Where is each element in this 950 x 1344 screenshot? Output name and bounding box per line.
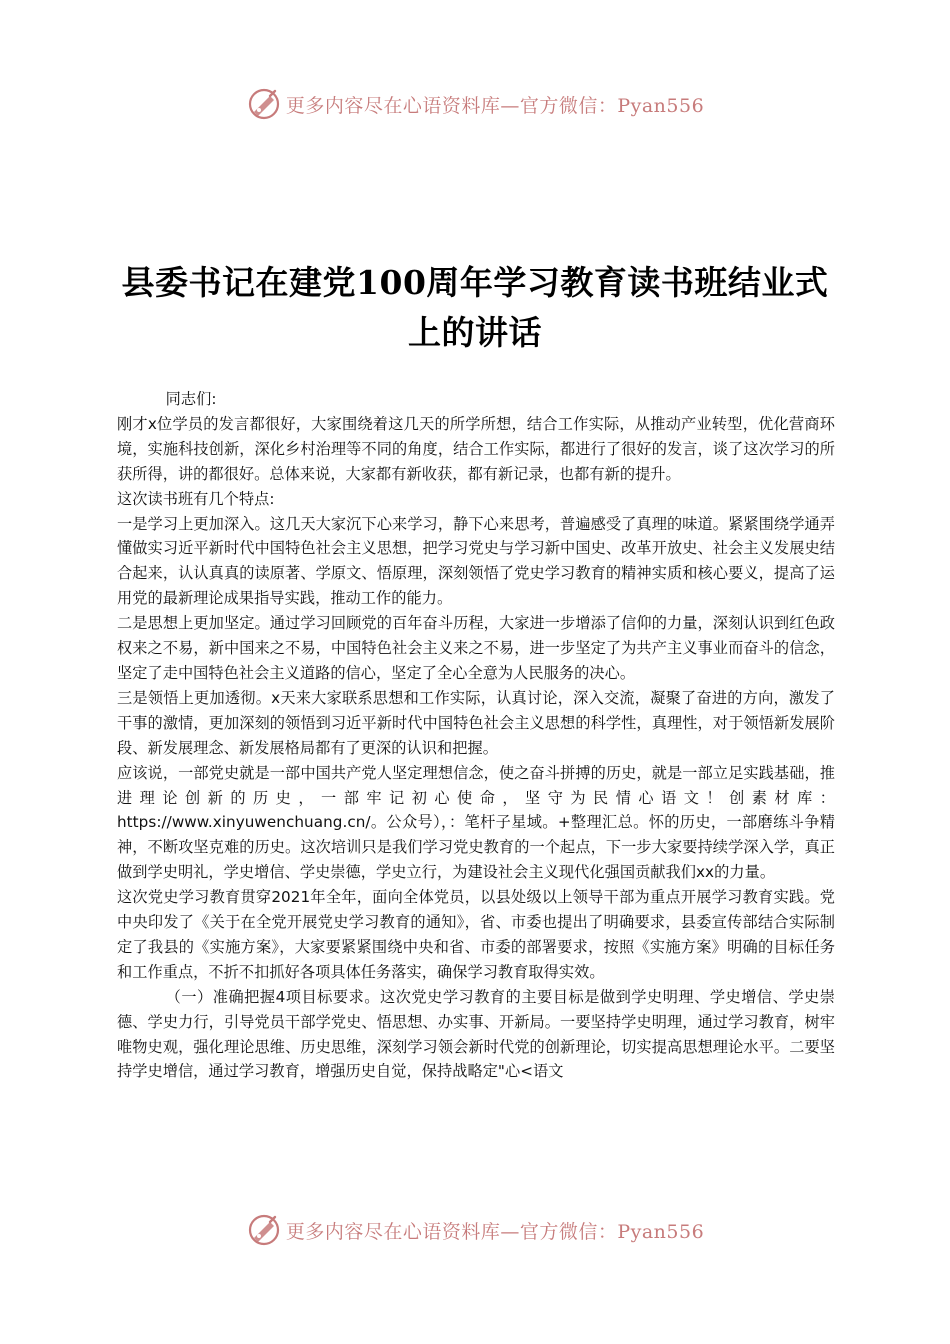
body-paragraph: 这次党史学习教育贯穿2021年全年，面向全体党员，以县处级以上领导干部为重点开展学习教育实践。党中央印发了《关于在全党开展党史学习教育的通知》，省、市委也提出了明确要求，县委宣传部结合实际制定了我县的《实施方案》，大家要紧紧围绕中央和省、市委的部署要求，按照《实施方案》明确的目标任务和工作重点，不折不扣抓好各项具体任务落实，确保学习教育取得实效。 xyxy=(117,888,835,981)
pen-nib-logo-icon xyxy=(246,1212,282,1248)
document-title: 县委书记在建党100周年学习教育读书班结业式上的讲话 xyxy=(121,263,829,352)
body-paragraph: 二是思想上更加坚定。通过学习回顾党的百年奋斗历程，大家进一步增添了信仰的力量，深刻认识到红色政权来之不易，新中国来之不易，中国特色社会主义来之不易，进一步坚定了为共产主义事业而奋斗的信念，坚定了走中国特色社会主义道路的信心，坚定了全心全意为人民服务的决心。 xyxy=(117,614,835,682)
body-paragraph: （一）准确把握4项目标要求。这次党史学习教育的主要目标是做到学史明理、学史增信、学史崇德、学史力行，引导党员干部学党史、悟思想、办实事、开新局。一要坚持学史明理，通过学习教育，树牢唯物史观，强化理论思维、历史思维，深刻学习领会新时代党的创新理论，切实提高思想理论水平。二要坚持学史增信，通过学习教育，增强历史自觉，保持战略定"心<语文 xyxy=(117,987,835,1081)
body-paragraph: 一是学习上更加深入。这几天大家沉下心来学习，静下心来思考，普遍感受了真理的味道。紧紧围绕学通弄懂做实习近平新时代中国特色社会主义思想，把学习党史与学习新中国史、改革开放史、社会主义发展史结合起来，认认真真的读原著、学原文、悟原理，深刻领悟了党史学习教育的精神实质和核心要义，提高了运用党的最新理论成果指导实践，推动工作的能力。 xyxy=(117,514,835,608)
header-banner xyxy=(0,84,950,124)
body-paragraph: 三是领悟上更加透彻。x天来大家联系思想和工作实际，认真讨论，深入交流，凝聚了奋进的方向，激发了干事的激情，更加深刻的领悟到习近平新时代中国特色社会主义思想的科学性，真理性，对于领悟新发展阶段、新发展理念、新发展格局都有了更深的认识和把握。 xyxy=(117,688,835,757)
document-body xyxy=(117,387,835,1084)
footer-banner xyxy=(0,1210,950,1250)
body-paragraph: 这次读书班有几个特点: xyxy=(117,489,275,508)
banner-text: 更多内容尽在心语资料库—官方微信：Pyan556 xyxy=(285,1220,705,1243)
salutation: 同志们: xyxy=(165,390,217,408)
body-paragraph: 刚才x位学员的发言都很好，大家围绕着这几天的所学所想，结合工作实际，从推动产业转型，优化营商环境，实施科技创新，深化乡村治理等不同的角度，结合工作实际，都进行了很好的发言，谈了这次学习的所获所得，讲的都很好。总体来说，大家都有新收获，都有新记录，也都有新的提升。 xyxy=(117,414,835,483)
banner-text: 更多内容尽在心语资料库—官方微信：Pyan556 xyxy=(285,94,705,117)
pen-nib-logo-icon xyxy=(246,86,282,122)
body-paragraph: 应该说，一部党史就是一部中国共产党人坚定理想信念，使之奋斗拼搏的历史，就是一部立足实践基础，推进理论创新的历史，一部牢记初心使命，坚守为民情心语文！创素材库：https://www.xinyuwenchuang.cn/。公众号），：笔杆子星域。+整理汇总。怀的历史，一部磨练斗争精神，不断攻坚克难的历史。这次培训只是我们学习党史教育的一个起点，下一步大家要持续学深入学，真正做到学史明礼，学史增信、学史崇德，学史立行，为建设社会主义现代化强国贡献我们xx的力量。 xyxy=(117,763,835,882)
